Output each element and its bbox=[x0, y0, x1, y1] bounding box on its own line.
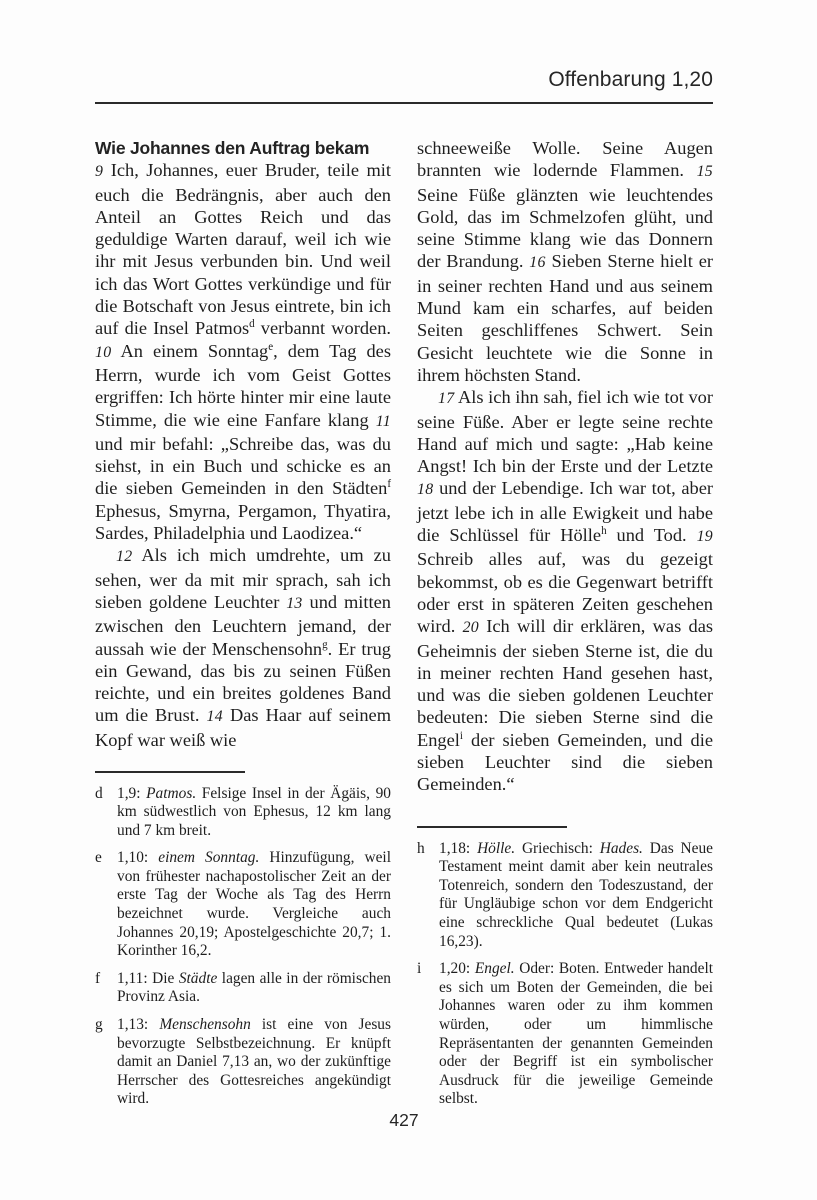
footnote-text bbox=[439, 840, 713, 952]
footnote-ref: d bbox=[249, 318, 255, 331]
text-run: An einem Sonntag bbox=[111, 340, 269, 361]
verse-number: 20 bbox=[462, 619, 479, 637]
footnote-ref: i bbox=[459, 729, 463, 742]
footnote-ref: h bbox=[601, 524, 607, 537]
footnote-text bbox=[117, 785, 391, 841]
text-run: Oder: Boten. Entweder handelt es sich um Boten der Gemeinden, die bei Johannes waren oder zu ihm kommen würden, oder um himmlische Repräsentanten der genannten Gemeinden oder der Begriff ist ein symbolischer Ausdruck für die jeweilige Gemeinde selbst. bbox=[439, 960, 713, 1108]
text-run: Hinzufügung, weil von frühester nachapostolischer Zeit an der erste Tag der Woche als Tag des Herrn bezeichnet wurde. Vergleiche auch Johannes 20,19; Apostelgeschichte 20,7; 1. Korinther 16,2. bbox=[117, 849, 391, 960]
text-run: und mir befahl: „Schreibe das, was du siehst, in ein Buch und schicke es an die sieben Gemeinden in den Städten bbox=[95, 433, 391, 499]
footnote-text bbox=[439, 960, 713, 1109]
verse-number: 13 bbox=[286, 594, 303, 612]
column-right bbox=[417, 137, 713, 1109]
footnote-ref: e bbox=[268, 340, 274, 353]
column-left-footnotes-list bbox=[95, 785, 391, 1110]
text-run: schneeweiße Wolle. Seine Augen brannten wie lodernde Flammen. bbox=[417, 138, 713, 181]
verse-number: 19 bbox=[696, 528, 713, 546]
text-run: . Er trug ein Gewand, das bis zu seinen Füßen reichte, und ein breites goldenes Band um die Brust. bbox=[95, 638, 391, 726]
text-run: Das Neue Testament meint damit aber kein neutrales Totenreich, sondern den Todeszustand, der für Ungläubige schon vor dem Endgericht eine schreckliche Qual bedeutet (Lukas 16,23). bbox=[439, 839, 714, 950]
page-number: 427 bbox=[389, 1110, 419, 1130]
footnote-letter: f bbox=[95, 969, 101, 987]
column-left bbox=[95, 137, 391, 1109]
text-run: Schreib alles auf, was du gezeigt bekommst, ob es die Gegenwart betrifft oder erst in späteren Zeiten geschehen wird. bbox=[417, 549, 713, 637]
text-run: 1,20: bbox=[439, 960, 475, 978]
text-run: Sieben Sterne hielt er in seiner rechten Hand und aus seinem Mund kam ein scharfes, auf beiden Seiten geschliffenes Schwert. Sein Gesicht leuchtete wie die Sonne in ihrem höchsten Stand. bbox=[417, 251, 713, 385]
text-run: 1,11: Die bbox=[117, 969, 179, 987]
text-run: Das Haar auf seinem Kopf war weiß wie bbox=[95, 705, 391, 750]
footnote-item bbox=[95, 1016, 391, 1109]
header-rule bbox=[95, 102, 713, 104]
text-run: Ephesus, Smyrna, Pergamon, Thyatira, Sardes, Philadelphia und Laodizea.“ bbox=[95, 500, 391, 544]
text-run: Als ich mich umdrehte, um zu sehen, wer da mit mir sprach, sah ich sieben goldene Leuchter bbox=[95, 545, 391, 612]
running-header: Offenbarung 1,20 bbox=[548, 68, 713, 91]
verse-paragraph bbox=[95, 544, 391, 751]
text-run: Griechisch: bbox=[515, 839, 600, 857]
footnote-text bbox=[117, 1016, 391, 1109]
verse-paragraph bbox=[417, 137, 713, 386]
footnote-text bbox=[117, 849, 391, 961]
text-run: Seine Füße glänzten wie leuchtendes Gold, das im Schmelzofen glüht, und seine Stimme klang wie das Donnern der Brandung. bbox=[417, 184, 713, 272]
footnote-item bbox=[417, 960, 713, 1109]
section-heading: Wie Johannes den Auftrag bekam bbox=[95, 138, 370, 158]
verse-number: 16 bbox=[529, 254, 546, 272]
verse-number: 12 bbox=[116, 548, 133, 566]
footnote-item bbox=[95, 970, 391, 1007]
text-run: und mitten zwischen den Leuchtern jemand, der aussah wie der Menschensohn bbox=[95, 591, 391, 659]
footnote-letter: h bbox=[417, 839, 425, 857]
emphasized-term: Menschensohn bbox=[159, 1016, 251, 1034]
text-run: lagen alle in der römischen Provinz Asia. bbox=[117, 969, 391, 1006]
emphasized-term: Städte bbox=[178, 969, 218, 987]
verse-number: 14 bbox=[206, 708, 223, 726]
footnote-letter: d bbox=[95, 784, 103, 802]
footnote-letter: e bbox=[95, 849, 102, 867]
text-run: 1,9: bbox=[117, 784, 147, 802]
text-run: der sieben Gemeinden, und die sieben Leuchter sind die sieben Gemeinden.“ bbox=[417, 729, 713, 795]
text-run: ist eine von Jesus bevorzugte Selbstbezeichnung. Er knüpft damit an Daniel 7,13 an, wo der zukünftige Herrscher des Gottesreiches angekündigt wird. bbox=[117, 1016, 391, 1108]
column-right-text bbox=[417, 137, 713, 796]
verse-number: 11 bbox=[375, 412, 391, 430]
text-run: 1,18: bbox=[439, 839, 478, 857]
footnote-item bbox=[95, 849, 391, 961]
column-left-text bbox=[95, 159, 391, 751]
column-right-footnotes bbox=[417, 826, 713, 1109]
text-run: und Tod. bbox=[606, 525, 697, 546]
text-run: und der Lebendige. Ich war tot, aber jetzt lebe ich in alle Ewigkeit und habe die Schlüssel für Hölle bbox=[417, 478, 713, 546]
footnote-ref: g bbox=[322, 638, 328, 651]
verse-number: 15 bbox=[696, 163, 713, 181]
verse-paragraph bbox=[95, 159, 391, 544]
text-run: Als ich ihn sah, fiel ich wie tot vor seine Füße. Aber er legte seine rechte Hand auf mich und sagte: „Hab keine Angst! Ich bin der Erste und der Letzte bbox=[417, 387, 713, 477]
text-columns bbox=[95, 137, 713, 1109]
column-right-footnotes-list bbox=[417, 840, 713, 1109]
text-run: , dem Tag des Herrn, wurde ich vom Geist Gottes ergriffen: Ich hörte hinter mir eine laute Stimme, die wie eine Fanfare klang bbox=[95, 340, 391, 430]
text-run: 1,10: bbox=[117, 849, 159, 867]
text-run: 1,13: bbox=[117, 1016, 160, 1034]
footnote-letter: i bbox=[417, 960, 422, 978]
verse-paragraph bbox=[417, 386, 713, 795]
footnote-letter: g bbox=[95, 1016, 103, 1034]
verse-number: 10 bbox=[95, 343, 112, 361]
emphasized-term: Engel. bbox=[474, 960, 515, 978]
text-run: Felsige Insel in der Ägäis, 90 km südwestlich von Ephesus, 12 km lang und 7 km breit. bbox=[117, 784, 391, 839]
footnote-ref: f bbox=[387, 478, 391, 491]
footnote-rule-right bbox=[417, 826, 567, 828]
page-content bbox=[95, 68, 713, 1109]
verse-number: 17 bbox=[438, 390, 455, 408]
emphasized-term: Hölle. bbox=[477, 839, 516, 857]
column-left-footnotes bbox=[95, 771, 391, 1110]
footnote-text bbox=[117, 970, 391, 1007]
emphasized-term: Patmos. bbox=[146, 784, 197, 802]
emphasized-term: Hades. bbox=[599, 839, 643, 857]
footnote-item bbox=[95, 785, 391, 841]
verse-number: 9 bbox=[95, 163, 104, 181]
footnote-item bbox=[417, 840, 713, 952]
text-run: verbannt worden. bbox=[254, 318, 391, 339]
emphasized-term: einem Sonntag. bbox=[158, 849, 260, 867]
footnote-rule-left bbox=[95, 771, 245, 773]
text-run: Ich, Johannes, euer Bruder, teile mit euch die Bedrängnis, aber auch den Anteil an Gottes Reich und das geduldige Warten darauf, weil ich wie ihr mit Jesus verbunden bin. Und weil ich das Wort Gottes verkündige und für die Botschaft von Jesus eintrete, bin ich auf die Insel Patmos bbox=[95, 160, 391, 339]
verse-number: 18 bbox=[417, 481, 434, 499]
text-run: Ich will dir erklären, was das Geheimnis der sieben Sterne ist, die du in meiner rechten Hand gesehen hast, und was die sieben goldenen Leuchter bedeuten: Die sieben Sterne sind die Engel bbox=[417, 616, 714, 750]
